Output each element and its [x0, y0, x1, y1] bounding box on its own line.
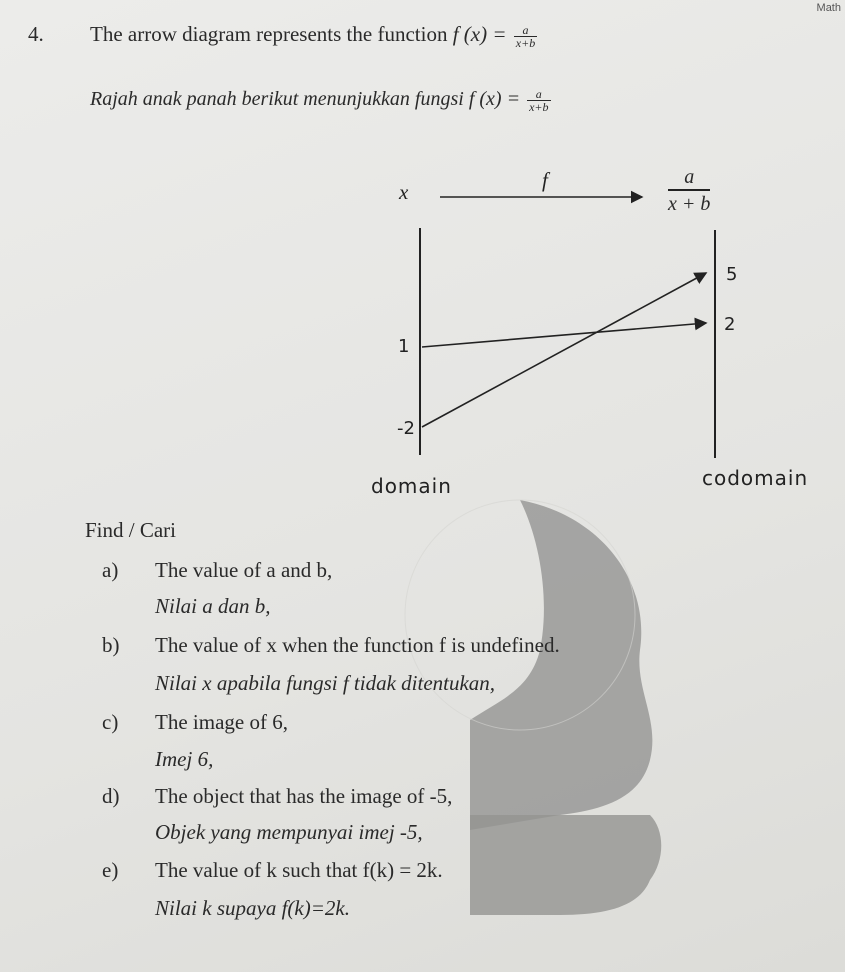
domain-variable-label: x [399, 180, 409, 204]
codomain-rule-numerator: a [668, 166, 710, 191]
item-text-ms: Imej 6, [155, 747, 214, 771]
item-letter: b) [102, 633, 120, 657]
item-text-en: The object that has the image of -5, [155, 784, 453, 808]
arrow-1-to-2 [422, 323, 706, 347]
item-letter: d) [102, 784, 120, 808]
item-text-en: The value of x when the function f is undefined. [155, 633, 560, 657]
domain-value: -2 [397, 418, 415, 439]
item-text-ms: Nilai a dan b, [155, 594, 271, 618]
item-letter: a) [102, 558, 119, 582]
item-text-ms: Objek yang mempunyai imej -5, [155, 820, 423, 844]
item-text-en: The image of 6, [155, 710, 288, 734]
item-letter: e) [102, 858, 119, 882]
corner-mark: Math [816, 2, 841, 14]
codomain-value: 5 [726, 264, 738, 285]
fraction-numerator-ms: a [527, 88, 550, 101]
codomain-label: codomain [702, 466, 809, 490]
arrow-neg2-to-5 [422, 273, 706, 427]
fraction-denominator-ms: x+b [529, 100, 549, 114]
item-text-en: The value of k such that f(k) = 2k. [155, 858, 443, 882]
codomain-value: 2 [724, 314, 736, 335]
item-text-ms: Nilai x apabila fungsi f tidak ditentukan, [155, 671, 496, 695]
fraction-denominator: x+b [515, 35, 536, 50]
domain-value: 1 [398, 336, 410, 357]
function-notation: f (x) = [452, 22, 507, 46]
codomain-rule-denominator: x + b [668, 193, 711, 215]
question-en-sentence: The arrow diagram represents the function [90, 22, 448, 46]
item-letter: c) [102, 710, 119, 734]
domain-label: domain [371, 474, 452, 498]
function-notation-ms: f (x) = [468, 88, 521, 111]
question-number: 4. [28, 22, 44, 46]
find-heading: Find / Cari [85, 518, 177, 542]
function-arrow-label: f [542, 168, 548, 192]
item-text-en: The value of a and b, [155, 558, 333, 582]
codomain-rule [668, 166, 710, 215]
item-text-ms: Nilai k supaya f(k)=2k. [155, 896, 350, 920]
fraction-numerator: a [514, 24, 537, 37]
question-ms-sentence: Rajah anak panah berikut menunjukkan fungsi [90, 88, 464, 111]
